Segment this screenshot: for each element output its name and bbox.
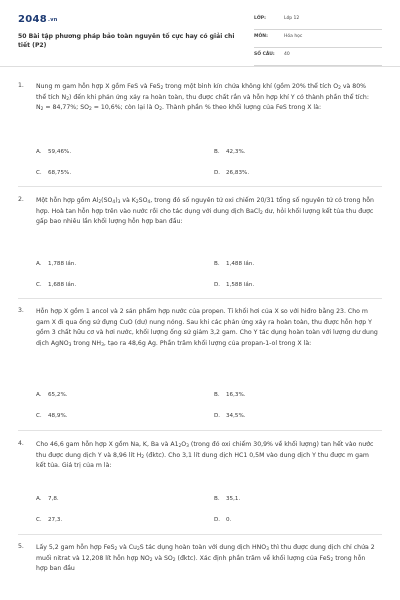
- option-label: C.: [36, 170, 42, 176]
- option-label: C.: [36, 413, 42, 419]
- meta-row-grade: [254, 12, 382, 30]
- option-label: B.: [214, 261, 220, 267]
- option-label: A.: [36, 392, 42, 398]
- option-label: B.: [214, 149, 220, 155]
- question-text: Nung m gam hỗn hợp X gồm FeS và FeS$_2$ trong một bình kín chứa không khí (gồm 20% thể tích $O_2$ và 80% thể tích $N_2$) đến khi phản ứng xảy ra hoàn toàn, thu được chất rắn và hỗn hợp khí Y có thành phần thể tích: $N_2 = 84,77\%$; $SO_2 = 10,6\%$; còn lại là $O_2$. Thành phần % theo khối lượng của FeS trong X là:: [36, 83, 369, 113]
- question-divider: [18, 298, 382, 299]
- question-divider: [18, 186, 382, 187]
- brand-sub: .vn: [48, 17, 58, 23]
- option-text: 42,3%.: [226, 149, 246, 155]
- option-c[interactable]: [36, 170, 71, 176]
- option-a[interactable]: [36, 392, 68, 398]
- option-d[interactable]: [214, 517, 231, 523]
- meta-value: Lớp 12: [284, 16, 300, 21]
- question-number: 4.: [18, 440, 24, 447]
- question-text: Một hỗn hợp gồm $Al_2(SO_4)_3$ và $K_2SO_4$, trong đó số nguyên tử oxi chiếm 20/31 tổng số nguyên tử có trong hỗn hợp. Hoà tan hỗn hợp trên vào nước rồi cho tác dụng với dung dịch BaCl$_2$ dư, hỏi khối lượng kết tủa thu được gấp bao nhiêu lần khối lượng hỗn hợp ban đầu:: [36, 197, 374, 226]
- option-label: C.: [36, 282, 42, 288]
- option-d[interactable]: [214, 170, 249, 176]
- question-number: 2.: [18, 196, 24, 203]
- meta-key: MÔN:: [254, 34, 268, 39]
- brand-main: 2048: [18, 14, 48, 25]
- option-b[interactable]: [214, 261, 254, 267]
- option-text: 26,83%.: [226, 170, 250, 176]
- option-text: 65,2%.: [48, 392, 68, 398]
- option-b[interactable]: [214, 392, 246, 398]
- option-d[interactable]: [214, 413, 246, 419]
- option-a[interactable]: [36, 149, 71, 155]
- option-text: 16,3%.: [226, 392, 246, 398]
- option-text: 27,3.: [48, 517, 63, 523]
- meta-row-subject: [254, 30, 382, 48]
- option-c[interactable]: [36, 517, 62, 523]
- option-label: B.: [214, 392, 220, 398]
- option-label: A.: [36, 149, 42, 155]
- option-label: D.: [214, 170, 221, 176]
- option-text: 1,688 lần.: [48, 282, 77, 288]
- option-text: 1,488 lần.: [226, 261, 255, 267]
- option-d[interactable]: [214, 282, 254, 288]
- question-text: Hỗn hợp X gồm 1 ancol và 2 sản phẩm hợp nước của propen. Tỉ khối hơi của X so với hiđro bằng 23. Cho m gam X đi qua ống sứ đựng CuO (dư) nung nóng. Sau khi các phản ứng xảy ra hoàn toàn, thu được hỗn hợp Y gồm 3 chất hữu cơ và hơi nước, khối lượng ống sứ giảm 3,2 gam. Cho Y tác dụng hoàn toàn với lượng dư dung dịch AgNO$_3$ trong $NH_3$, tạo ra 48,6g Ag. Phần trăm khối lượng của propan-1-ol trong X là:: [36, 308, 378, 348]
- option-a[interactable]: [36, 261, 76, 267]
- question-divider: [18, 430, 382, 431]
- option-text: 35,1.: [226, 496, 241, 502]
- option-c[interactable]: [36, 413, 68, 419]
- meta-key: LỚP:: [254, 16, 266, 21]
- option-label: D.: [214, 282, 221, 288]
- meta-table: [254, 12, 382, 66]
- meta-value: 40: [284, 52, 290, 57]
- brand-logo[interactable]: [18, 14, 58, 25]
- option-text: 1,588 lần.: [226, 282, 255, 288]
- option-label: A.: [36, 261, 42, 267]
- option-text: 48,9%.: [48, 413, 68, 419]
- question-number: 5.: [18, 543, 24, 550]
- option-text: 1,788 lần.: [48, 261, 77, 267]
- question-text: Cho 46,6 gam hỗn hợp X gồm Na, K, Ba và $A1_2O_3$ (trong đó oxi chiếm 30,9% về khối lượng) tan hết vào nước thu được dung dịch Y và 8,96 lít $H_2$ (đktc). Cho 3,1 lít dung dịch HC1 0,5M vào dung dịch Y thu được m gam kết tủa. Giá trị của m là:: [36, 441, 374, 470]
- document-title: 50 Bài tập phương pháp bảo toàn nguyên tố cực hay có giải chi tiết (P2): [18, 33, 235, 49]
- option-text: 68,75%.: [48, 170, 72, 176]
- option-a[interactable]: [36, 496, 59, 502]
- option-text: 59,46%.: [48, 149, 72, 155]
- option-text: 7,8.: [48, 496, 59, 502]
- question-number: 1.: [18, 82, 24, 89]
- question-number: 3.: [18, 307, 24, 314]
- option-c[interactable]: [36, 282, 76, 288]
- option-label: D.: [214, 413, 221, 419]
- question-text: Lấy 5,2 gam hỗn hợp FeS$_2$ và $Cu_2S$ tác dụng hoàn toàn với dung dịch $HNO_3$ thì thu được dung dịch chỉ chứa 2 muối nitrat và 12,208 lít hỗn hợp $NO_2$ và $SO_2$ (đktc). Xác định phần trăm về khối lượng của FeS$_2$ trong hỗn hợp ban đầu: [36, 544, 375, 573]
- option-text: 34,5%.: [226, 413, 246, 419]
- header-divider: [0, 66, 400, 67]
- option-label: B.: [214, 496, 220, 502]
- meta-value: Hóa học: [284, 34, 303, 39]
- option-b[interactable]: [214, 496, 240, 502]
- meta-row-count: [254, 48, 382, 66]
- meta-key: SỐ CÂU:: [254, 52, 275, 57]
- option-b[interactable]: [214, 149, 246, 155]
- option-text: 0.: [226, 517, 232, 523]
- option-label: C.: [36, 517, 42, 523]
- option-label: A.: [36, 496, 42, 502]
- question-divider: [18, 534, 382, 535]
- option-label: D.: [214, 517, 221, 523]
